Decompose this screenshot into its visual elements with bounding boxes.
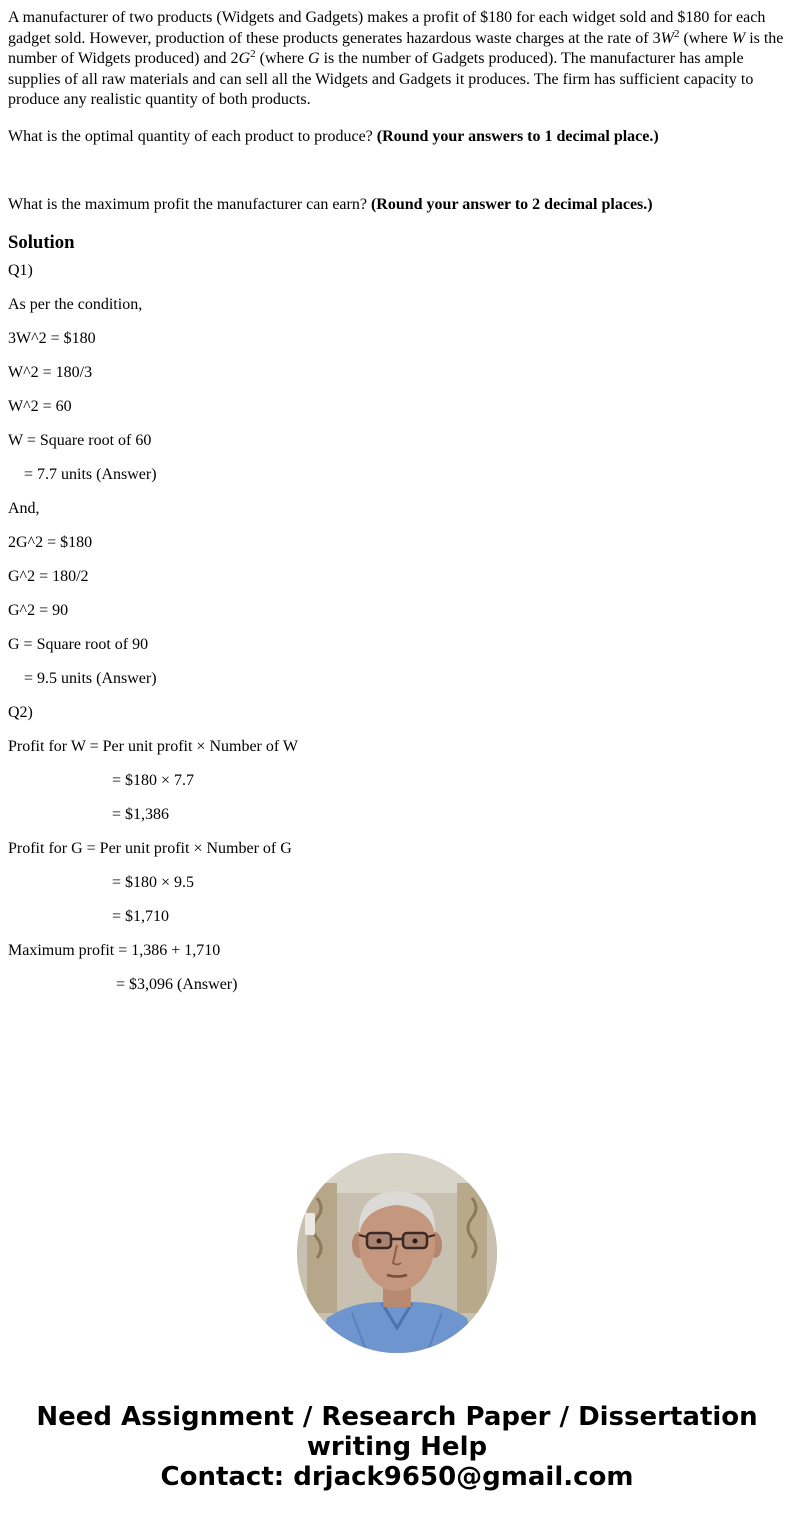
intro-text-2: (where (679, 29, 732, 47)
solution-line: = $180 × 7.7 (8, 771, 195, 789)
solution-heading: Solution (8, 231, 75, 253)
solution-line: Q2) (8, 703, 33, 721)
intro-text-4: (where (255, 50, 309, 67)
solution-line: G^2 = 180/2 (8, 567, 89, 585)
solution-line: = $180 × 9.5 (8, 873, 195, 891)
solution-line: W = Square root of 60 (8, 431, 152, 449)
footer-advert (0, 1402, 794, 1492)
exp-g: 2 (250, 48, 256, 60)
solution-line: = $1,386 (8, 805, 170, 823)
problem-statement (8, 8, 786, 111)
solution-line: W^2 = 60 (8, 397, 72, 415)
question-2 (8, 195, 786, 215)
solution-steps (8, 261, 786, 1009)
author-portrait (297, 1153, 497, 1353)
var-g: G (238, 50, 251, 67)
solution-line: W^2 = 180/3 (8, 363, 93, 381)
exp-w: 2 (673, 27, 680, 40)
question-1 (8, 127, 786, 147)
intro-text-5: is the number of Gadgets produced). The manufacturer has ample supplies of all raw materials and can sell all the Widgets and Gadgets it produces. The firm has sufficient capacity to produce any realistic quantity of both products. (8, 50, 754, 108)
intro-text-3: is the number of Widgets produced) and 2 (8, 29, 784, 67)
solution-line: G = Square root of 90 (8, 635, 149, 653)
solution-line: And, (8, 499, 40, 517)
solution-line: = $1,710 (8, 907, 170, 925)
var-g-ref: G (308, 50, 320, 67)
solution-line: 3W^2 = $180 (8, 329, 96, 347)
question-1-instruction: (Round your answers to 1 decimal place.) (376, 127, 659, 145)
solution-line: Q1) (8, 261, 33, 279)
solution-line: = 7.7 units (Answer) (8, 465, 157, 483)
footer-contact: Contact: drjack9650@gmail.com (160, 1462, 634, 1492)
solution-line: G^2 = 90 (8, 601, 69, 619)
solution-line: = $3,096 (Answer) (8, 975, 238, 993)
question-2-text: What is the maximum profit the manufacturer can earn? (8, 195, 371, 213)
solution-line: Profit for G = Per unit profit × Number of G (8, 839, 292, 857)
solution-line: = 9.5 units (Answer) (8, 669, 157, 687)
footer-line-1: Need Assignment / Research Paper / Dissertation (36, 1402, 758, 1432)
document-body (8, 8, 786, 1009)
solution-line: Profit for W = Per unit profit × Number of W (8, 737, 299, 755)
var-w-ref: W (731, 29, 746, 47)
solution-line: Maximum profit = 1,386 + 1,710 (8, 941, 221, 959)
var-w: W (660, 29, 674, 47)
author-avatar (297, 1153, 497, 1353)
question-1-text: What is the optimal quantity of each product to produce? (8, 127, 377, 145)
solution-line: 2G^2 = $180 (8, 533, 93, 551)
intro-text-1: A manufacturer of two products (Widgets and Gadgets) makes a profit of $180 for each widget sold and $180 for each gadget sold. However, production of these products generates hazardous waste charges at the rate of 3 (8, 9, 766, 47)
question-2-instruction: (Round your answer to 2 decimal places.) (370, 195, 653, 213)
solution-line: As per the condition, (8, 295, 143, 313)
footer-line-2: writing Help (306, 1432, 488, 1462)
